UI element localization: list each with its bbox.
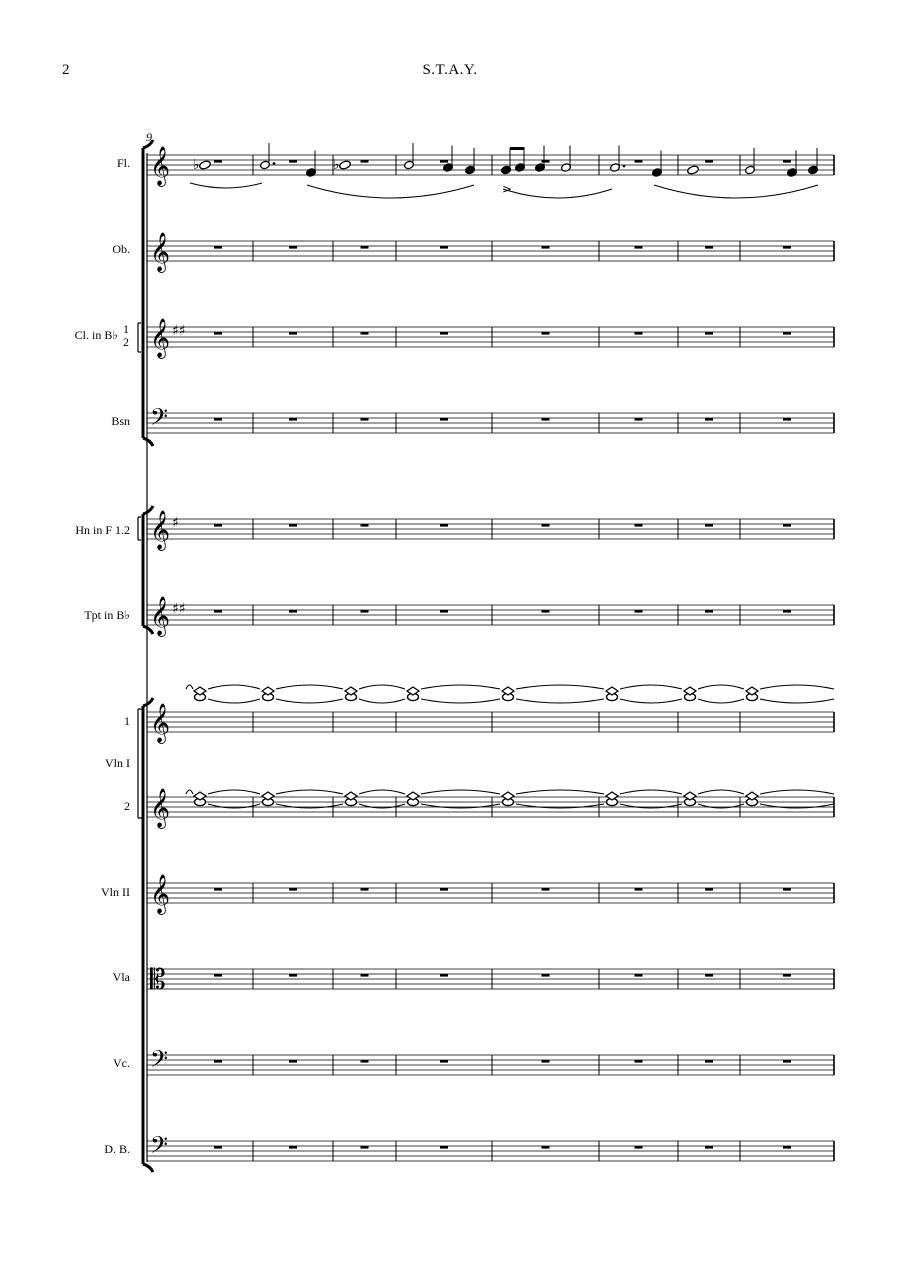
whole-rest [440, 332, 448, 335]
whole-rest [635, 246, 643, 249]
whole-rest [361, 246, 369, 249]
whole-rest [214, 160, 222, 163]
whole-rest [705, 888, 713, 891]
whole-rest [440, 888, 448, 891]
whole-rest [542, 1146, 550, 1149]
tie [421, 685, 500, 689]
whole-rest [214, 974, 222, 977]
label-violin2: Vln II [101, 885, 130, 899]
key-signature: ♯♯ [172, 601, 186, 617]
tie [760, 804, 834, 808]
whole-rest [542, 524, 550, 527]
harmonic-note [345, 687, 357, 695]
staff-ob [147, 232, 834, 273]
whole-rest [783, 246, 791, 249]
harmonic-note [684, 687, 696, 695]
whole-rest [783, 888, 791, 891]
staff-hn [147, 510, 834, 551]
measure-number: 9 [146, 130, 152, 144]
tie [516, 804, 604, 808]
whole-rest [214, 332, 222, 335]
whole-rest [705, 418, 713, 421]
whole-rest [289, 524, 297, 527]
whole-rest [214, 610, 222, 613]
whole-rest [635, 524, 643, 527]
violin1-harmonics [186, 685, 834, 808]
whole-rest [214, 418, 222, 421]
whole-rest [214, 1146, 222, 1149]
whole-rest [705, 1146, 713, 1149]
harmonic-note [746, 792, 758, 800]
tie [421, 804, 500, 808]
whole-rest [542, 610, 550, 613]
whole-rest [289, 332, 297, 335]
staff-cl [147, 318, 834, 359]
harmonic-note [606, 687, 618, 695]
tie [698, 685, 744, 689]
flute-melody [190, 143, 818, 198]
staff-vln2 [147, 874, 834, 915]
flat-icon: ♭ [333, 157, 340, 173]
tie [620, 699, 682, 703]
clef-icon: 𝄞 [150, 703, 171, 743]
harmonic-note [606, 792, 618, 800]
whole-rest [705, 332, 713, 335]
staff-vla [147, 963, 834, 996]
harmonic-note [262, 687, 274, 695]
whole-rest [542, 1060, 550, 1063]
whole-rest [705, 1060, 713, 1063]
whole-rest [635, 332, 643, 335]
staff-bsn [147, 403, 834, 436]
label-bassoon: Bsn [111, 414, 130, 428]
tie [186, 685, 193, 689]
tie [516, 699, 604, 703]
whole-rest [289, 1060, 297, 1063]
key-signature: ♯ [172, 515, 179, 531]
whole-rest [440, 160, 448, 163]
label-double-bass: D. B. [104, 1142, 130, 1156]
whole-rest [289, 418, 297, 421]
label-violin1-part-1: 1 [124, 714, 130, 728]
label-oboe: Ob. [112, 242, 130, 256]
whole-rest [635, 974, 643, 977]
staff-db [147, 1131, 834, 1164]
whole-rest [635, 888, 643, 891]
whole-rest [542, 418, 550, 421]
whole-rest [440, 974, 448, 977]
note-head [687, 165, 700, 175]
harmonic-note [262, 792, 274, 800]
whole-rest [440, 1060, 448, 1063]
whole-rest [289, 160, 297, 163]
staff-vln1a [147, 703, 834, 744]
clef-icon: 𝄞 [150, 596, 171, 636]
whole-rest [783, 524, 791, 527]
label-trumpet: Tpt in B♭ [84, 608, 130, 622]
whole-rest [783, 418, 791, 421]
tie [276, 790, 343, 794]
tie [421, 790, 500, 794]
whole-rest [635, 1060, 643, 1063]
harmonic-note [194, 792, 206, 800]
clef-icon: 𝄞 [150, 510, 171, 550]
whole-rest [705, 524, 713, 527]
whole-rest [214, 524, 222, 527]
whole-rest [542, 332, 550, 335]
clef-icon: 𝄞 [150, 146, 171, 186]
tie [359, 699, 405, 703]
tie [620, 804, 682, 808]
label-cello: Vc. [113, 1056, 130, 1070]
whole-rest [440, 524, 448, 527]
whole-rest [440, 418, 448, 421]
clef-icon: 𝄢 [150, 403, 169, 436]
tie [516, 685, 604, 689]
tie [276, 685, 343, 689]
label-violin1-part-2: 2 [124, 799, 130, 813]
tie [208, 804, 260, 808]
whole-rest [635, 160, 643, 163]
whole-rest [289, 246, 297, 249]
whole-rest [361, 1146, 369, 1149]
whole-rest [783, 160, 791, 163]
key-signature: ♯♯ [172, 323, 186, 339]
harmonic-note [684, 792, 696, 800]
tie [620, 685, 682, 689]
whole-rest [440, 246, 448, 249]
whole-rest [289, 610, 297, 613]
label-viola: Vla [112, 970, 130, 984]
whole-rest [361, 610, 369, 613]
clef-icon: 𝄡 [150, 963, 166, 996]
tie [186, 790, 193, 794]
tie [276, 699, 343, 703]
clef-icon: 𝄢 [150, 1131, 169, 1164]
whole-rest [361, 1060, 369, 1063]
tie [421, 699, 500, 703]
tie [516, 790, 604, 794]
page-number: 2 [62, 62, 70, 78]
tie [620, 790, 682, 794]
whole-rest [361, 888, 369, 891]
whole-rest [542, 888, 550, 891]
tie [208, 699, 260, 703]
whole-rest [635, 610, 643, 613]
harmonic-note [345, 792, 357, 800]
note-head [199, 160, 212, 170]
whole-rest [361, 332, 369, 335]
clef-icon: 𝄞 [150, 874, 171, 914]
whole-rest [705, 160, 713, 163]
tie [698, 790, 744, 794]
staff-fl [147, 146, 834, 187]
system-brackets [138, 140, 153, 1172]
tie [760, 699, 834, 703]
whole-rest [289, 1146, 297, 1149]
whole-rest [635, 418, 643, 421]
whole-rest [783, 1146, 791, 1149]
clef-icon: 𝄞 [150, 318, 171, 358]
staff-vc [147, 1045, 834, 1078]
whole-rest [440, 610, 448, 613]
whole-rest [542, 974, 550, 977]
slur [654, 185, 818, 198]
slur [307, 185, 474, 198]
whole-rest [361, 418, 369, 421]
label-flute: Fl. [116, 156, 130, 170]
whole-rest [440, 1146, 448, 1149]
harmonic-note [407, 687, 419, 695]
accent-icon: > [502, 182, 513, 196]
whole-rest [214, 246, 222, 249]
whole-rest [361, 160, 369, 163]
harmonic-note [407, 792, 419, 800]
flat-icon: ♭ [193, 157, 200, 173]
clef-icon: 𝄞 [150, 232, 171, 272]
harmonic-note [502, 792, 514, 800]
whole-rest [705, 610, 713, 613]
tie [208, 790, 260, 794]
whole-rest [542, 246, 550, 249]
note-head [339, 160, 352, 170]
whole-rest [214, 1060, 222, 1063]
tie [359, 790, 405, 794]
tie [359, 804, 405, 808]
harmonic-note [746, 687, 758, 695]
tie [760, 685, 834, 689]
whole-rest [289, 888, 297, 891]
tie [698, 804, 744, 808]
tie [208, 685, 260, 689]
label-violin1-group: Vln I [105, 756, 130, 770]
harmonic-note [502, 687, 514, 695]
tie [359, 685, 405, 689]
whole-rest [542, 160, 550, 163]
staves [147, 146, 834, 1164]
staff-vln1b [147, 788, 834, 829]
tie [698, 699, 744, 703]
whole-rest [705, 974, 713, 977]
slur [503, 189, 612, 198]
whole-rest [214, 888, 222, 891]
whole-rest [783, 332, 791, 335]
whole-rest [783, 1060, 791, 1063]
label-clarinet: Cl. in B♭ [74, 328, 118, 342]
whole-rest [705, 246, 713, 249]
harmonic-note [194, 687, 206, 695]
whole-rest [783, 610, 791, 613]
whole-rest [783, 974, 791, 977]
slur [190, 183, 262, 188]
whole-rest [361, 524, 369, 527]
whole-rest [635, 1146, 643, 1149]
label-clarinet-part-2: 2 [123, 335, 129, 349]
page-title: S.T.A.Y. [422, 62, 478, 78]
clef-icon: 𝄞 [150, 788, 171, 828]
whole-rest [361, 974, 369, 977]
label-horn: Hn in F 1.2 [75, 523, 130, 537]
whole-rest [289, 974, 297, 977]
tie [760, 790, 834, 794]
label-clarinet-part-1: 1 [123, 322, 129, 336]
staff-tpt [147, 596, 834, 637]
clef-icon: 𝄢 [150, 1045, 169, 1078]
